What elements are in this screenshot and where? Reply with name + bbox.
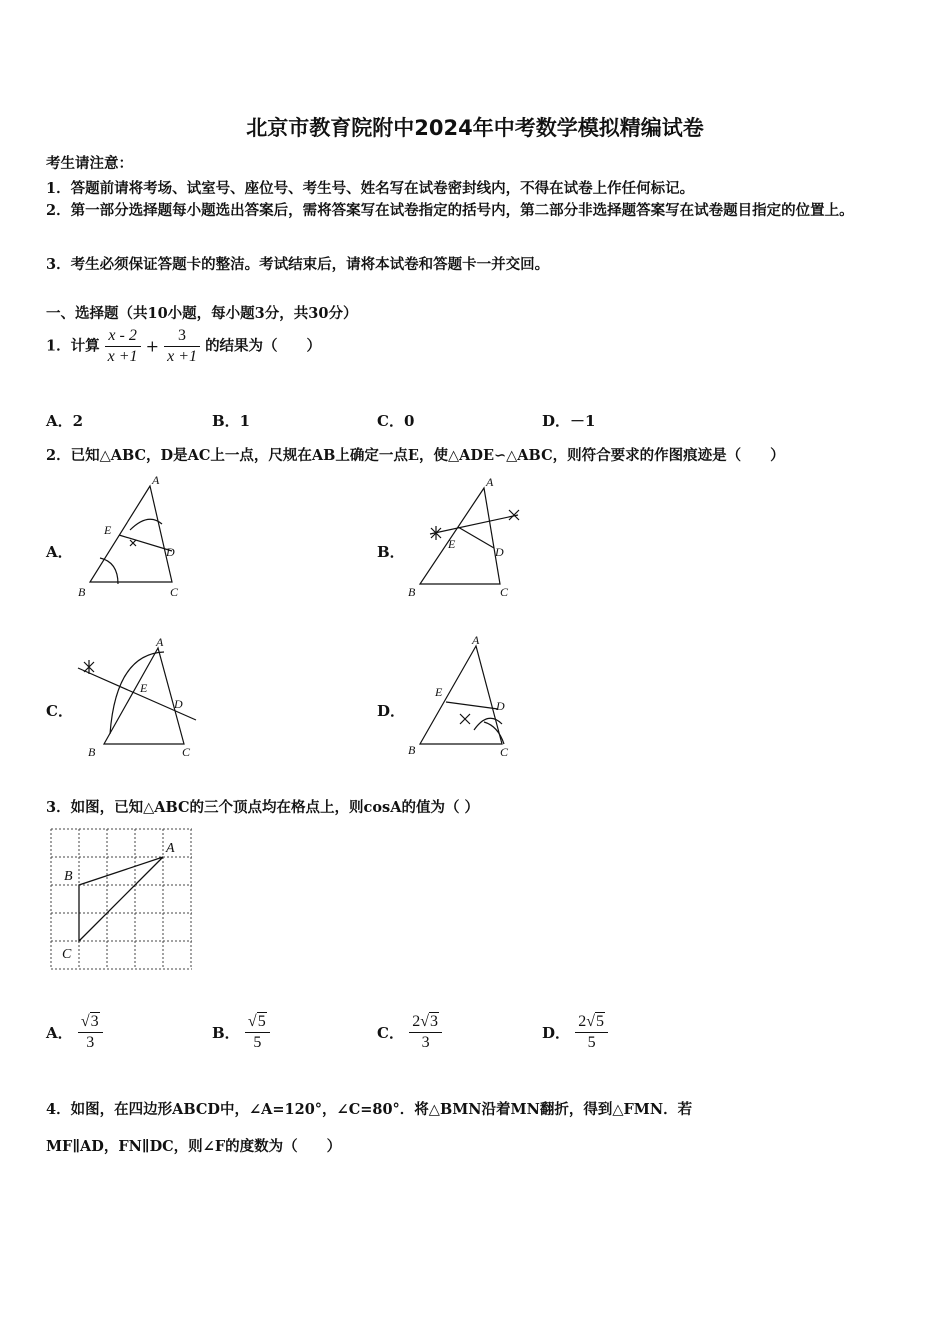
- fig-d-label-a: A: [472, 634, 480, 647]
- fig-a-label-c: C: [170, 585, 179, 599]
- q1-suffix: 的结果为（ ）: [205, 337, 322, 355]
- q3-label-b: B: [64, 869, 73, 884]
- q3-a-den: 3: [86, 1034, 95, 1051]
- q3-option-a-fraction: $\frac{√3}{3}$: [78, 1012, 103, 1053]
- q3-c-den: 3: [421, 1034, 430, 1051]
- fig-d-label-b: B: [408, 743, 416, 757]
- section-heading: 一、选择题（共10小题，每小题3分，共30分）: [46, 305, 358, 322]
- q3-option-a-label: A．: [46, 1024, 73, 1042]
- q3-c-coef: 2: [412, 1013, 421, 1030]
- q3-grid-figure: [46, 826, 196, 972]
- q1-frac2-num: 3: [164, 326, 200, 347]
- notice-item-3: 3．考生必须保证答题卡的整洁。考试结束后，请将本试卷和答题卡一并交回。: [46, 256, 550, 273]
- q3-label-a: A: [166, 841, 175, 856]
- fig-a-label-e: E: [104, 523, 112, 537]
- q3-label-c: C: [62, 947, 72, 962]
- q3-c-rad: 3: [429, 1013, 438, 1030]
- q3-d-rad: 5: [596, 1013, 605, 1030]
- fig-c-label-c: C: [182, 745, 191, 759]
- q3-option-b-fraction: $\frac{√5}{5}$: [245, 1012, 270, 1053]
- fig-d-label-d: D: [496, 699, 505, 713]
- q3-option-a: [46, 1012, 103, 1053]
- notice-heading: 考生请注意：: [46, 155, 133, 172]
- fig-b-label-e: E: [448, 537, 456, 551]
- question-1: [46, 326, 321, 367]
- q2-label-a: A．: [46, 543, 73, 561]
- fig-a-label-a: A: [152, 473, 160, 487]
- q1-option-c: C．0: [377, 412, 415, 430]
- q3-option-b-label: B．: [212, 1024, 240, 1042]
- q3-d-den: 5: [587, 1034, 596, 1051]
- q1-plus: +: [145, 336, 160, 356]
- question-2: 2．已知△ABC，D是AC上一点，尺规在AB上确定一点E，使△ADE∽△ABC，则符合要求的作图痕迹是（ ）: [46, 447, 785, 464]
- notice-item-2: 2．第一部分选择题每小题选出答案后，需将答案写在试卷指定的括号内，第二部分非选择题答案写在试卷题目指定的位置上。: [46, 202, 854, 219]
- fig-a-label-b: B: [78, 585, 86, 599]
- q2-label-b: B．: [377, 543, 405, 561]
- q3-d-coef: 2: [578, 1013, 587, 1030]
- fig-a-label-d: D: [166, 545, 175, 559]
- fig-d-label-c: C: [500, 745, 509, 759]
- q3-a-rad: 3: [90, 1013, 99, 1030]
- fig-b-label-b: B: [408, 585, 416, 599]
- q3-option-c: [377, 1012, 442, 1053]
- fig-c-label-b: B: [88, 745, 96, 759]
- fig-d-label-e: E: [435, 685, 443, 699]
- q2-label-c: C．: [46, 702, 73, 720]
- question-4-line-2: MF∥AD，FN∥DC，则∠F的度数为（ ）: [46, 1138, 342, 1155]
- q3-b-rad: 5: [257, 1013, 266, 1030]
- q3-option-c-label: C．: [377, 1024, 404, 1042]
- q1-frac2-den: x +1: [167, 348, 197, 365]
- question-3: 3．如图，已知△ABC的三个顶点均在格点上，则cosA的值为（ ）: [46, 799, 480, 816]
- q3-option-c-fraction: $\frac{2√3}{3}$: [409, 1012, 442, 1053]
- q2-figure-b: [400, 472, 530, 602]
- q3-option-d-fraction: $\frac{2√5}{5}$: [575, 1012, 608, 1053]
- question-4-line-1: 4．如图，在四边形ABCD中，∠A=120°，∠C=80°．将△BMN沿着MN翻折，得到△FMN．若: [46, 1101, 693, 1118]
- q3-option-d-label: D．: [542, 1024, 571, 1042]
- q1-option-a: A．2: [46, 412, 84, 430]
- q2-label-d: D．: [377, 702, 406, 720]
- q1-prefix: 1．计算: [46, 337, 100, 355]
- q3-option-d: [542, 1012, 608, 1053]
- page-title: 北京市教育院附中2024年中考数学模拟精编试卷: [246, 116, 704, 140]
- q1-fraction-2: [164, 326, 200, 367]
- q2-figure-c: [70, 634, 205, 766]
- fig-b-label-d: D: [495, 545, 504, 559]
- fig-b-label-c: C: [500, 585, 509, 599]
- q1-frac1-num: x - 2: [105, 326, 141, 347]
- q3-b-den: 5: [253, 1034, 262, 1051]
- q1-frac1-den: x +1: [107, 348, 138, 365]
- fig-c-label-e: E: [140, 681, 148, 695]
- fig-c-label-a: A: [156, 635, 164, 649]
- q3-option-b: [212, 1012, 270, 1053]
- q1-option-d: D．－1: [542, 412, 596, 430]
- notice-item-1: 1．答题前请将考场、试室号、座位号、考生号、姓名写在试卷密封线内，不得在试卷上作任何标记。: [46, 180, 695, 197]
- fig-b-label-a: A: [486, 475, 494, 489]
- q2-figure-d: [400, 634, 525, 766]
- q2-figure-a: [70, 472, 190, 602]
- q1-option-b: B．1: [212, 412, 251, 430]
- q1-fraction-1: [105, 326, 141, 367]
- fig-c-label-d: D: [174, 697, 183, 711]
